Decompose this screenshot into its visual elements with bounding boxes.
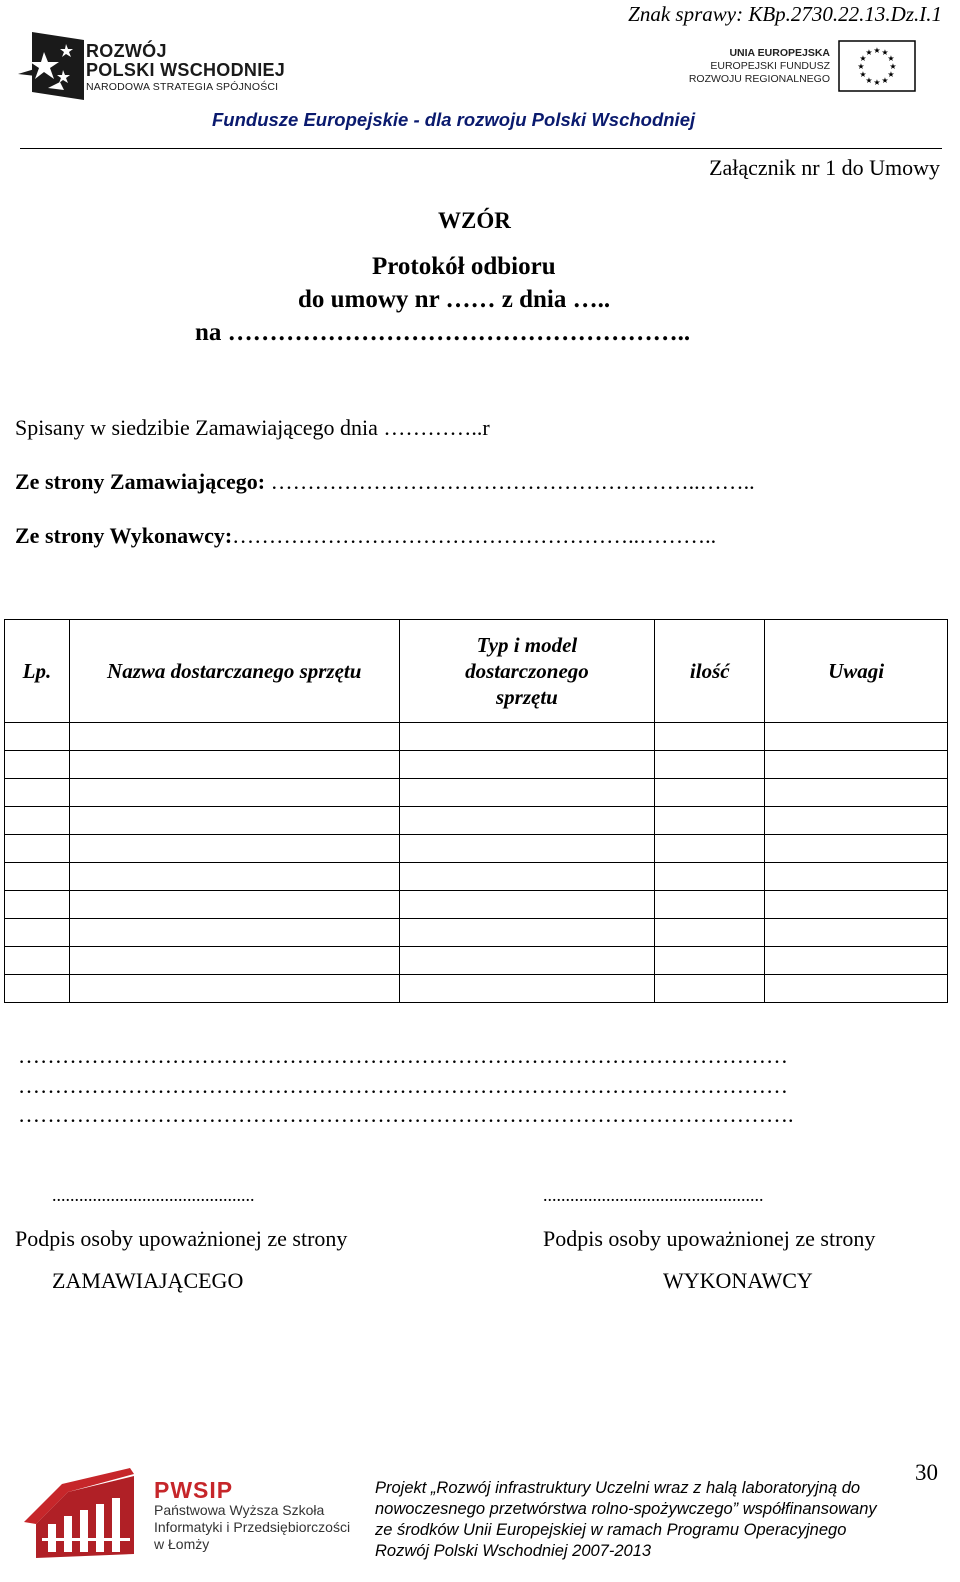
table-cell: [655, 947, 765, 975]
table-cell: [655, 863, 765, 891]
table-row: [5, 751, 948, 779]
project-line: ze środków Unii Europejskiej w ramach Programu Operacyjnego: [375, 1521, 847, 1539]
eu-logo-line1: UNIA EUROPEJSKA: [729, 47, 830, 59]
col-header-remarks: Uwagi: [765, 620, 948, 723]
pwsip-line1: Państwowa Wyższa Szkoła: [154, 1502, 325, 1518]
table-cell: [765, 891, 948, 919]
table-cell: [69, 807, 399, 835]
svg-text:★: ★: [865, 48, 873, 57]
notes-line: ……………………………………………………………………………………………: [18, 1043, 788, 1068]
table-cell: [399, 779, 655, 807]
table-cell: [69, 863, 399, 891]
table-row: [5, 975, 948, 1003]
contractor-value: ………………………………………………..………..: [232, 523, 717, 548]
table-cell: [655, 835, 765, 863]
table-cell: [655, 975, 765, 1003]
table-cell: [69, 919, 399, 947]
table-cell: [5, 807, 70, 835]
pwsip-logo-text: [154, 1478, 350, 1553]
table-cell: [765, 919, 948, 947]
table-cell: [765, 807, 948, 835]
table-row: [5, 891, 948, 919]
col-header-quantity: ilość: [655, 620, 765, 723]
svg-text:★: ★: [889, 62, 897, 71]
table-cell: [5, 723, 70, 751]
table-cell: [655, 807, 765, 835]
subject-line: na ………………………………………………..: [195, 319, 691, 346]
contractor-label: Ze strony Wykonawcy:: [15, 523, 233, 548]
table-row: [5, 807, 948, 835]
table-header-row: [5, 620, 948, 723]
table-cell: [69, 891, 399, 919]
table-cell: [655, 891, 765, 919]
pwsip-building-logo: [22, 1462, 138, 1562]
svg-text:★: ★: [881, 48, 889, 57]
svg-text:★: ★: [873, 78, 881, 87]
contractor-line: [15, 523, 716, 549]
document-title: Protokół odbioru: [372, 253, 556, 280]
ordering-party-label: Ze strony Zamawiającego:: [15, 469, 266, 494]
project-info: [375, 1478, 877, 1562]
ordering-party-line: [15, 469, 755, 495]
table-cell: [69, 975, 399, 1003]
table-cell: [5, 751, 70, 779]
signature-party-ordering: ZAMAWIAJĄCEGO: [52, 1268, 244, 1293]
table-cell: [5, 835, 70, 863]
notes-line: …………………………………………………………………………………………….: [18, 1102, 794, 1127]
table-cell: [399, 919, 655, 947]
project-line: nowoczesnego przetwórstwa rolno-spożywczego” współfinansowany: [375, 1500, 877, 1518]
table-cell: [765, 835, 948, 863]
signature-line-ordering-party: .............................................: [52, 1185, 255, 1205]
table-cell: [655, 723, 765, 751]
table-cell: [765, 863, 948, 891]
table-cell: [69, 723, 399, 751]
table-cell: [765, 975, 948, 1003]
drafted-at-line: Spisany w siedzibie Zamawiającego dnia …………..r: [15, 415, 490, 440]
signature-line-contractor: .................................................: [543, 1185, 764, 1205]
svg-text:★: ★: [873, 46, 881, 55]
eu-logo-text: [689, 47, 830, 86]
table-cell: [765, 751, 948, 779]
table-cell: [765, 723, 948, 751]
table-cell: [655, 919, 765, 947]
table-row: [5, 723, 948, 751]
pwsip-abbr: PWSIP: [154, 1477, 234, 1503]
eu-logo-line2: EUROPEJSKI FUNDUSZ: [710, 60, 830, 72]
table-cell: [5, 975, 70, 1003]
svg-text:★: ★: [865, 76, 873, 85]
table-cell: [5, 947, 70, 975]
notes-line: ……………………………………………………………………………………………: [18, 1073, 788, 1098]
table-cell: [5, 891, 70, 919]
col-header-equipment-name: Nazwa dostarczanego sprzętu: [69, 620, 399, 723]
signature-party-contractor: WYKONAWCY: [663, 1268, 813, 1293]
pwsip-line2: Informatyki i Przedsiębiorczości: [154, 1519, 351, 1535]
table-cell: [5, 919, 70, 947]
svg-text:★: ★: [859, 54, 867, 63]
table-cell: [765, 779, 948, 807]
equipment-table: [4, 619, 948, 1003]
eu-logo-line3: ROZWOJU REGIONALNEGO: [688, 73, 830, 85]
table-cell: [69, 751, 399, 779]
project-line: Rozwój Polski Wschodniej 2007-2013: [375, 1542, 652, 1560]
page-number: 30: [915, 1460, 938, 1485]
svg-text:★: ★: [887, 70, 895, 79]
contract-line: do umowy nr …… z dnia …..: [298, 286, 611, 313]
rpw-logo-line2: POLSKI WSCHODNIEJ: [86, 60, 286, 80]
annex-label: Załącznik nr 1 do Umowy: [709, 155, 940, 180]
rpw-logo-text: [86, 42, 285, 94]
table-row: [5, 835, 948, 863]
svg-text:★: ★: [859, 70, 867, 79]
header-divider: [20, 148, 942, 149]
table-cell: [69, 947, 399, 975]
table-cell: [399, 947, 655, 975]
pattern-label: WZÓR: [438, 208, 511, 233]
table-cell: [765, 947, 948, 975]
table-cell: [399, 835, 655, 863]
signature-label-ordering-party: Podpis osoby upoważnionej ze strony: [15, 1226, 348, 1251]
table-cell: [399, 863, 655, 891]
col-header-lp: Lp.: [5, 620, 70, 723]
rpw-logo-line1: ROZWÓJ: [86, 41, 167, 61]
table-row: [5, 947, 948, 975]
table-cell: [399, 807, 655, 835]
pwsip-line3: w Łomży: [154, 1536, 210, 1552]
svg-text:★: ★: [887, 54, 895, 63]
table-cell: [69, 835, 399, 863]
table-cell: [399, 751, 655, 779]
svg-text:★: ★: [857, 62, 865, 71]
table-cell: [69, 779, 399, 807]
table-cell: [399, 975, 655, 1003]
table-cell: [655, 779, 765, 807]
case-reference: Znak sprawy: KBp.2730.22.13.Dz.I.1: [628, 2, 942, 26]
table-cell: [5, 779, 70, 807]
rpw-logo-line3: NARODOWA STRATEGIA SPÓJNOŚCI: [86, 81, 279, 93]
col-header-type-model-text: Typ i model dostarczonego sprzętu: [465, 633, 589, 709]
table-row: [5, 779, 948, 807]
table-cell: [399, 891, 655, 919]
signature-label-contractor: Podpis osoby upoważnionej ze strony: [543, 1226, 876, 1251]
eu-flag-icon: [838, 40, 916, 92]
project-line: Projekt „Rozwój infrastruktury Uczelni wraz z halą laboratoryjną do: [375, 1479, 861, 1497]
col-header-type-model: [399, 620, 655, 723]
table-cell: [5, 863, 70, 891]
svg-text:★: ★: [881, 76, 889, 85]
table-row: [5, 863, 948, 891]
ordering-party-value: …………………………………………………..……..: [265, 469, 755, 494]
table-cell: [399, 723, 655, 751]
funds-slogan: Fundusze Europejskie - dla rozwoju Polski Wschodniej: [212, 109, 696, 130]
table-row: [5, 919, 948, 947]
table-cell: [655, 751, 765, 779]
